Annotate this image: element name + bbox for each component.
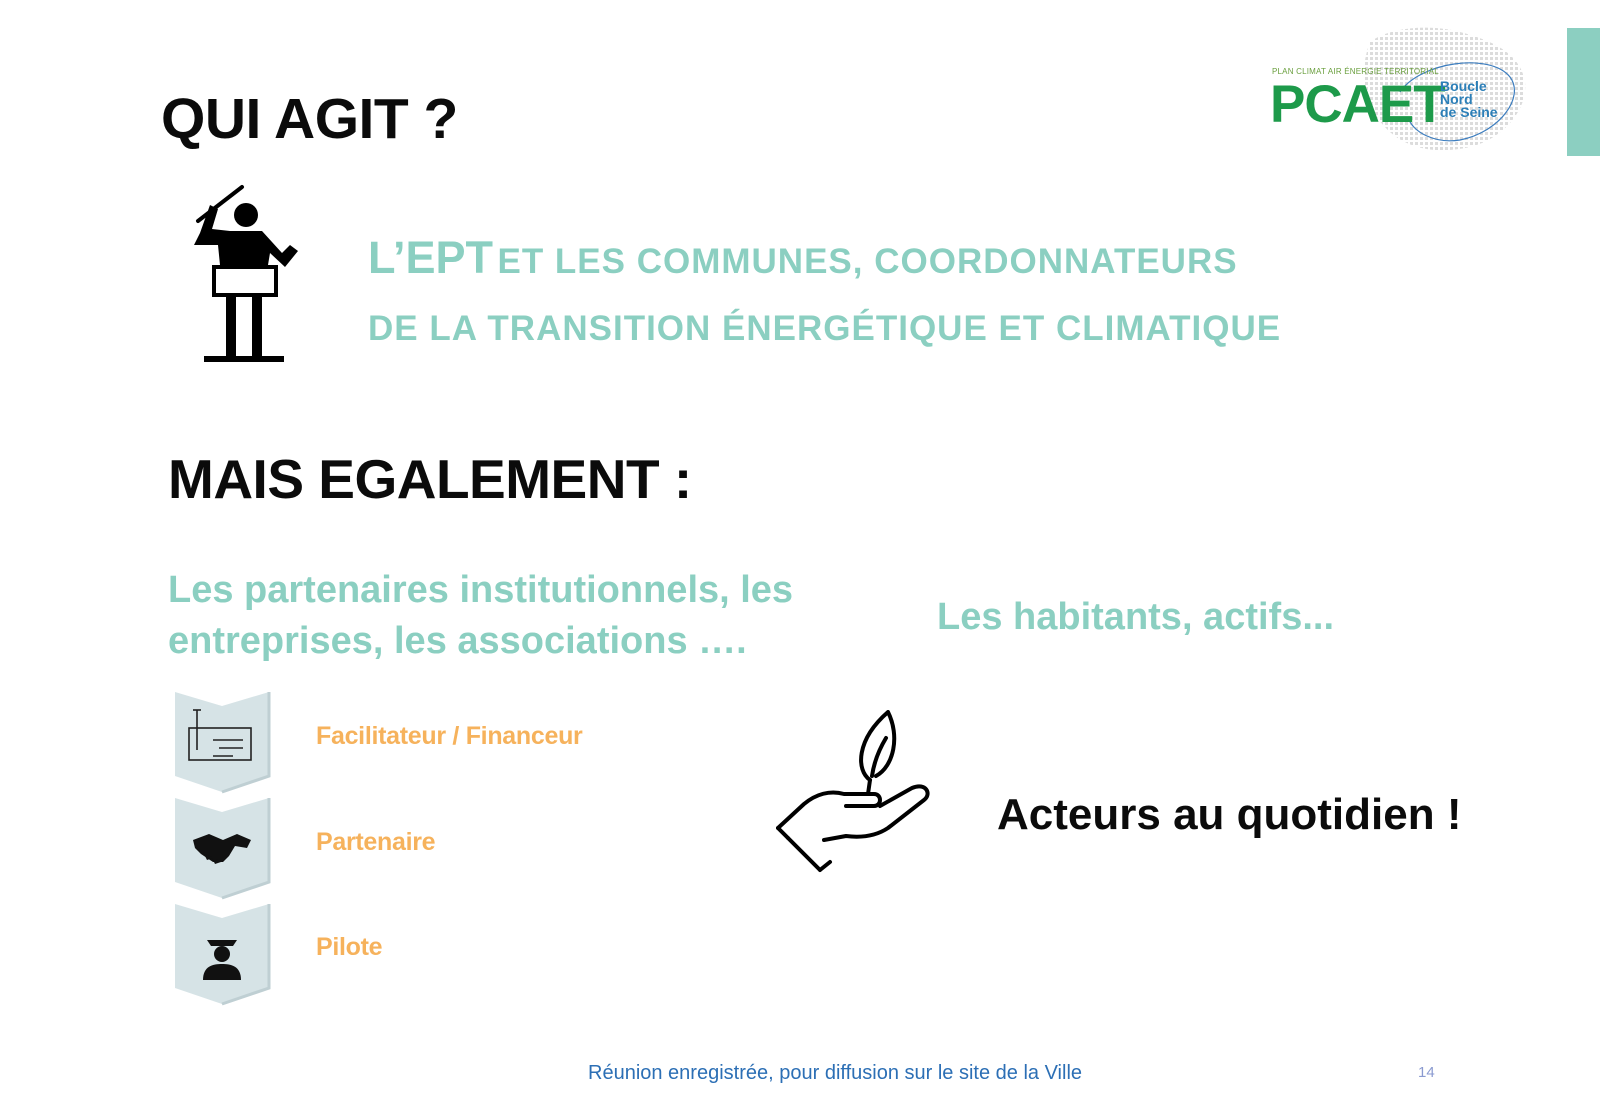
role-label-facilitateur: Facilitateur / Financeur bbox=[316, 722, 583, 750]
partners-line2: entreprises, les associations …. bbox=[168, 620, 747, 662]
logo-name: PCAET bbox=[1270, 75, 1445, 134]
logo-region-line1: Boucle bbox=[1440, 78, 1487, 94]
chevron-facilitateur bbox=[173, 690, 271, 796]
pcaet-logo bbox=[1268, 22, 1538, 162]
page-title: QUI AGIT ? bbox=[161, 87, 458, 151]
ept-line1 bbox=[368, 228, 1281, 299]
footer-text: Réunion enregistrée, pour diffusion sur le site de la Ville bbox=[588, 1062, 1083, 1084]
ept-statement bbox=[368, 228, 1281, 359]
partners-line1: Les partenaires institutionnels, les bbox=[168, 569, 794, 611]
habitants-text: Les habitants, actifs... bbox=[937, 596, 1334, 638]
logo-region-line2: Nord bbox=[1440, 91, 1473, 107]
ept-line2: DE LA TRANSITION ÉNERGÉTIQUE ET CLIMATIQUE bbox=[368, 309, 1282, 348]
partners-text bbox=[168, 565, 868, 667]
hand-leaf-icon bbox=[776, 710, 946, 885]
page-number: 14 bbox=[1418, 1064, 1435, 1081]
logo-region-line3: de Seine bbox=[1440, 104, 1498, 120]
logo-tagline: PLAN CLIMAT AIR ÉNERGIE TERRITORIAL bbox=[1272, 67, 1439, 76]
chevron-pilote bbox=[173, 902, 271, 1008]
logo-region bbox=[1440, 80, 1498, 119]
section-title: MAIS EGALEMENT : bbox=[168, 448, 692, 510]
ept-line1-rest: ET LES COMMUNES, COORDONNATEURS bbox=[497, 242, 1238, 281]
speaker-podium-icon bbox=[190, 183, 302, 366]
acteurs-text: Acteurs au quotidien ! bbox=[997, 790, 1462, 839]
role-label-pilote: Pilote bbox=[316, 933, 383, 961]
chevron-partenaire bbox=[173, 796, 271, 902]
role-label-partenaire: Partenaire bbox=[316, 828, 436, 856]
accent-bar bbox=[1567, 28, 1600, 156]
ept-lead: L’EPT bbox=[368, 232, 494, 283]
